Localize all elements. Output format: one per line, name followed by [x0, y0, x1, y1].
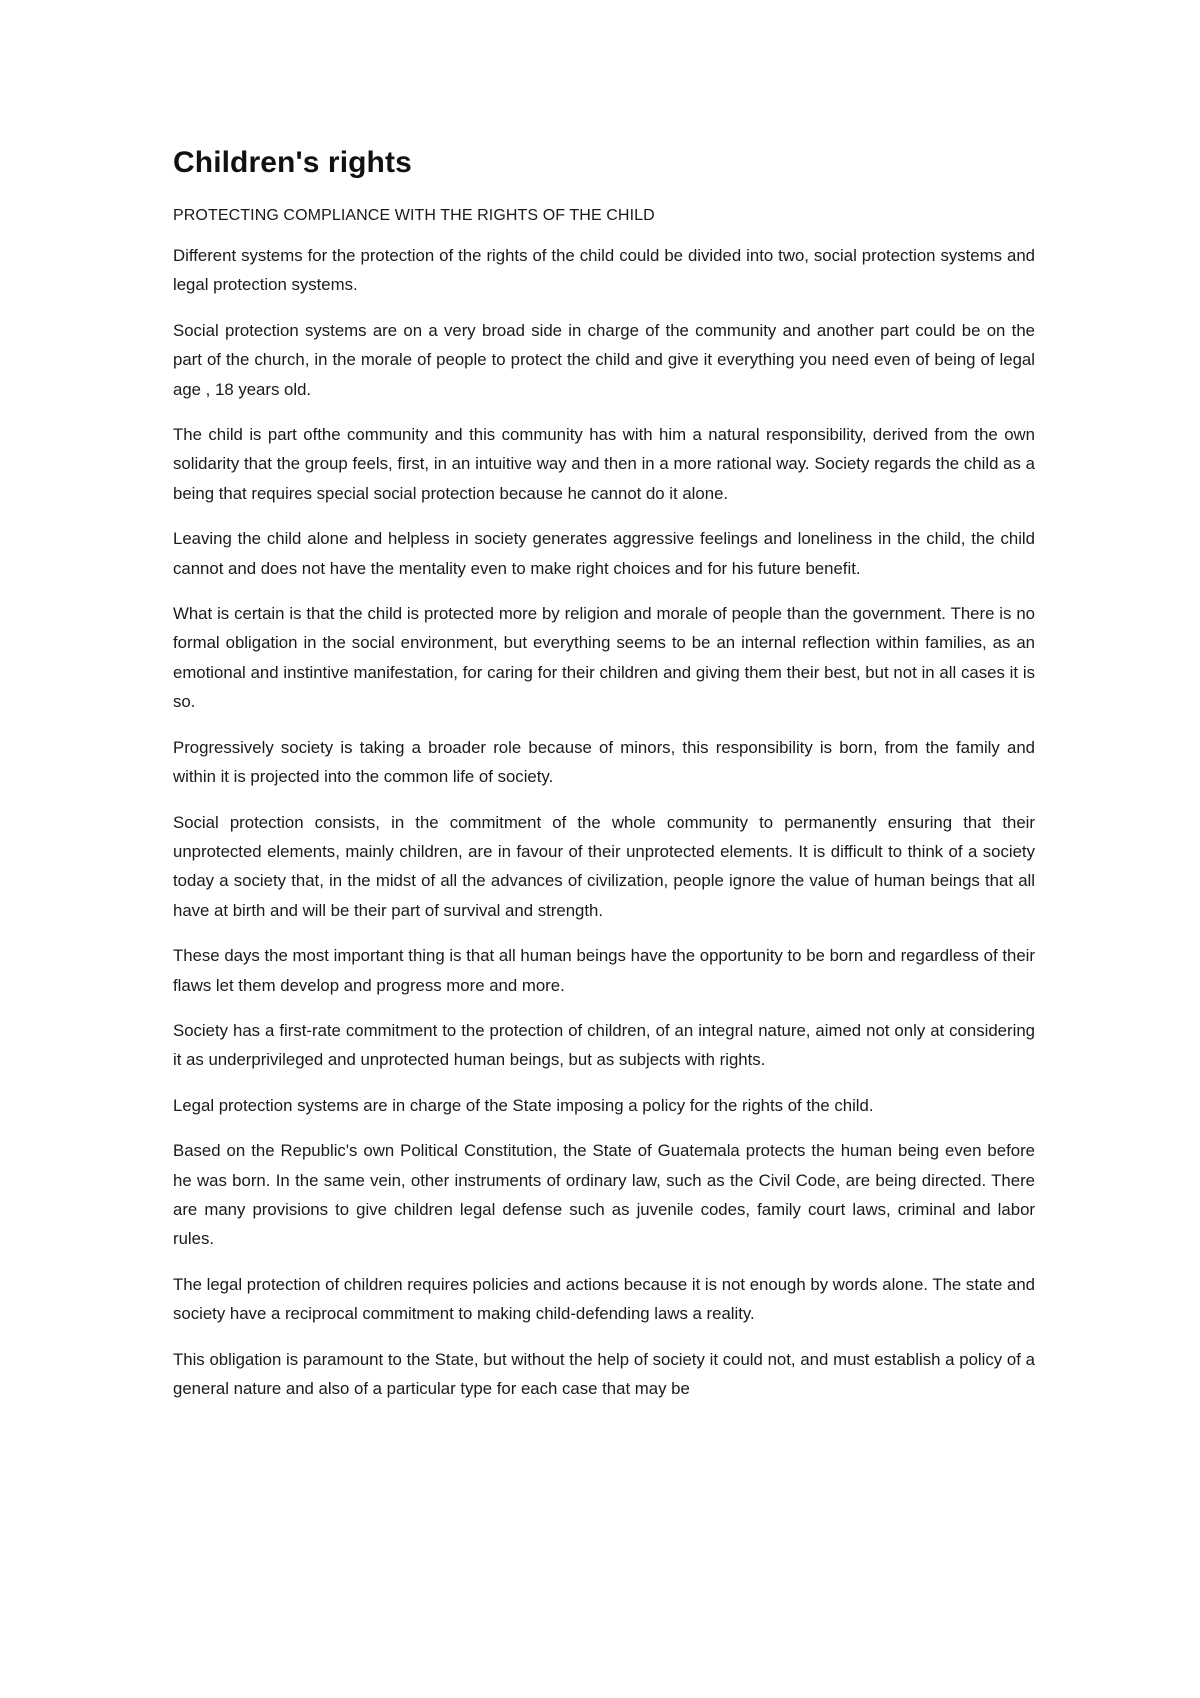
- paragraph: Different systems for the protection of the rights of the child could be divided into two, social protection systems and legal protection systems.: [173, 246, 1035, 295]
- paragraph: These days the most important thing is that all human beings have the opportunity to be born and regardless of their flaws let them develop and progress more and more.: [173, 946, 1035, 995]
- paragraph: What is certain is that the child is protected more by religion and morale of people than the government. There is no formal obligation in the social environment, but everything seems to be an internal reflection within families, as an emotional and instintive manifestation, for caring for their children and giving them their best, but not in all cases it is so.: [173, 604, 1035, 712]
- document-body: [173, 145, 1035, 1403]
- paragraph: Social protection systems are on a very broad side in charge of the community and another part could be on the part of the church, in the morale of people to protect the child and give it everything you need even of being of legal age , 18 years old.: [173, 320, 1035, 399]
- paragraph: This obligation is paramount to the State, but without the help of society it could not, and must establish a policy of a general nature and also of a particular type for each case that may be: [173, 1349, 1035, 1398]
- paragraph: Leaving the child alone and helpless in society generates aggressive feelings and loneliness in the child, the child cannot and does not have the mentality even to make right choices and for his future benefit.: [173, 529, 1035, 578]
- document-title: Children's rights: [173, 146, 412, 179]
- paragraph: Progressively society is taking a broader role because of minors, this responsibility is born, from the family and within it is projected into the common life of society.: [173, 737, 1035, 787]
- document-subtitle: PROTECTING COMPLIANCE WITH THE RIGHTS OF THE CHILD: [173, 207, 655, 224]
- paragraph: Society has a first-rate commitment to the protection of children, of an integral nature, aimed not only at considering it as underprivileged and unprotected human beings, but as subjects with rights.: [173, 1020, 1035, 1070]
- paragraph: Social protection consists, in the commitment of the whole community to permanently ensuring that their unprotected elements, mainly children, are in favour of their unprotected elements. It is difficult to think of a society today a society that, in the midst of all the advances of civilization, people ignore the value of human beings that all have at birth and will be their part of survival and strength.: [173, 812, 1035, 920]
- paragraph: Legal protection systems are in charge of the State imposing a policy for the rights of the child.: [173, 1095, 874, 1115]
- paragraph: The child is part ofthe community and this community has with him a natural responsibility, derived from the own solidarity that the group feels, first, in an intuitive way and then in a more rational way. Society regards the child as a being that requires special social protection because he cannot do it alone.: [173, 425, 1035, 503]
- paragraph: The legal protection of children requires policies and actions because it is not enough by words alone. The state and society have a reciprocal commitment to making child-defending laws a reality.: [173, 1274, 1035, 1324]
- paragraph: Based on the Republic's own Political Constitution, the State of Guatemala protects the human being even before he was born. In the same vein, other instruments of ordinary law, such as the Civil Code, are being directed. There are many provisions to give children legal defense such as juvenile codes, family court laws, criminal and labor rules.: [173, 1141, 1035, 1249]
